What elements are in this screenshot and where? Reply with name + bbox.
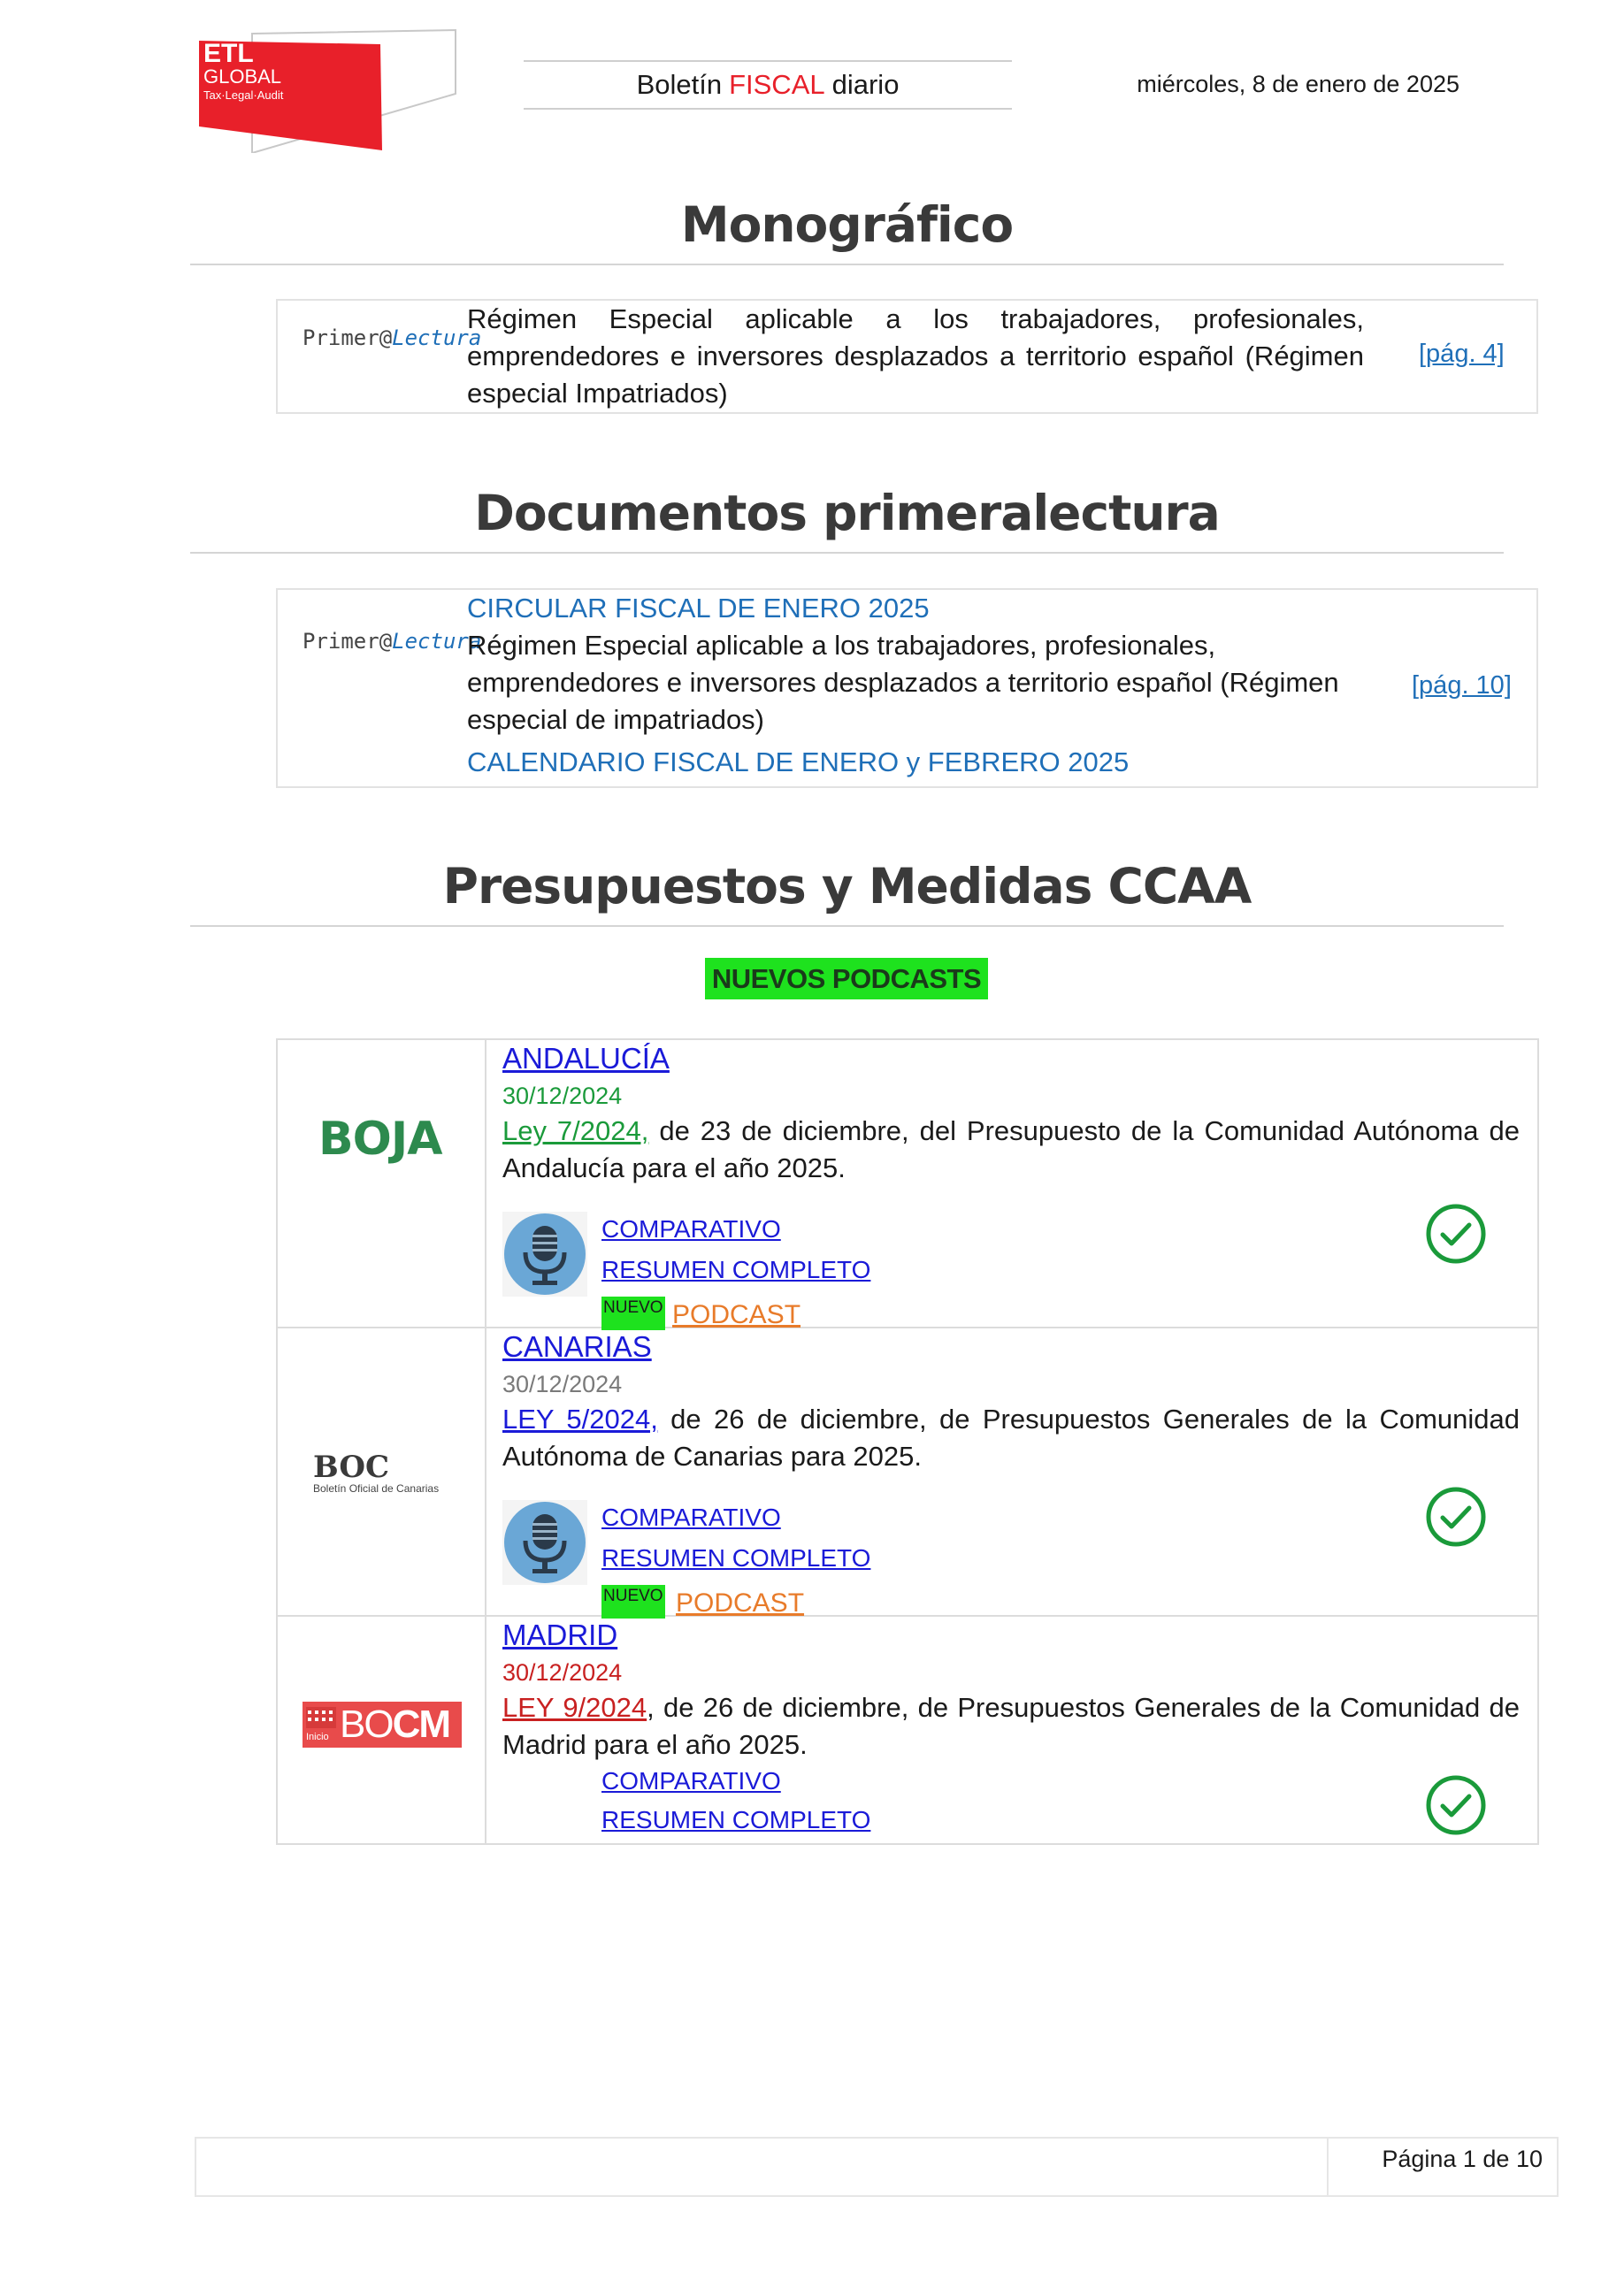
ley-link[interactable]: LEY 5/2024,: [502, 1404, 658, 1435]
bocm-wordmark-bo: BO: [340, 1703, 393, 1746]
ley-description: de 23 de diciembre, del Presupuesto de la Comunidad Autónoma de Andalucía para el año 2025.: [502, 1115, 1520, 1183]
logo-brand-etl: ETL: [203, 39, 254, 68]
ccaa-table: [276, 1038, 1539, 1845]
madrid-flag-icon: [306, 1707, 336, 1728]
region-date: 30/12/2024: [502, 1659, 623, 1686]
nuevo-badge: NUEVO: [601, 1297, 665, 1330]
logo-part-lectura: Lectura: [392, 325, 482, 350]
comparativo-link[interactable]: COMPARATIVO: [601, 1215, 781, 1243]
primer-lectura-logo: [303, 325, 481, 350]
section-divider: [190, 264, 1504, 265]
check-circle-icon: [1425, 1486, 1487, 1548]
boc-logo-cell: [278, 1328, 486, 1615]
bulletin-date: miércoles, 8 de enero de 2025: [1137, 71, 1459, 97]
table-row-madrid: [278, 1617, 1537, 1843]
bulletin-title-part2: diario: [831, 69, 900, 100]
calendario-title-link[interactable]: CALENDARIO FISCAL DE ENERO y FEBRERO 2025: [467, 746, 1130, 777]
region-description: [502, 1689, 1520, 1764]
page-footer: [195, 2137, 1559, 2197]
table-row-canarias: [278, 1328, 1537, 1617]
circular-title-link[interactable]: CIRCULAR FISCAL DE ENERO 2025: [467, 593, 930, 624]
region-description: [502, 1401, 1520, 1475]
microphone-icon: [502, 1212, 587, 1297]
page-number: Página 1 de 10: [1382, 2146, 1543, 2172]
bocm-logo: [303, 1702, 462, 1748]
etl-global-logo: [195, 25, 460, 153]
region-date: 30/12/2024: [502, 1083, 623, 1109]
svg-text:Tax·Legal·Audit: Tax·Legal·Audit: [203, 88, 284, 102]
ley-description: , de 26 de diciembre, de Presupuestos Generales de la Comunidad de Madrid para el año 2025.: [502, 1692, 1520, 1760]
section-heading-documentos: Documentos primeralectura: [474, 485, 1220, 541]
primer-lectura-logo: [303, 629, 481, 654]
region-date: 30/12/2024: [502, 1371, 623, 1397]
logo-part-lectura: Lectura: [392, 629, 482, 654]
bocm-inicio-label: Inicio: [306, 1732, 329, 1742]
bocm-wordmark-cm: CM: [392, 1703, 450, 1746]
boc-logo: [313, 1452, 439, 1495]
monografico-text: Régimen Especial aplicable a los trabajadores, profesionales, emprendedores e inversores desplazados a territorio español (Régimen especial Impatriados): [467, 303, 1364, 409]
podcast-link[interactable]: PODCAST: [672, 1300, 801, 1329]
nuevos-podcasts-badge: NUEVOS PODCASTS: [705, 958, 988, 999]
footer-divider: [1327, 2139, 1329, 2195]
bulletin-title: [524, 60, 1012, 110]
region-link-canarias[interactable]: CANARIAS: [502, 1330, 652, 1363]
logo-part-primer: Primer@: [303, 629, 393, 654]
ley-link[interactable]: Ley 7/2024,: [502, 1115, 649, 1146]
nuevo-badge: NUEVO: [601, 1585, 665, 1619]
check-circle-icon: [1425, 1203, 1487, 1265]
bocm-wordmark: [340, 1703, 449, 1746]
resumen-completo-link[interactable]: RESUMEN COMPLETO: [601, 1544, 871, 1572]
region-description: [502, 1113, 1520, 1187]
monografico-page-link[interactable]: [pág. 4]: [1419, 340, 1505, 368]
region-link-andalucia[interactable]: ANDALUCÍA: [502, 1042, 670, 1075]
documentos-box: [276, 588, 1538, 788]
bulletin-title-fiscal: FISCAL: [729, 69, 825, 100]
boja-logo-cell: [278, 1040, 486, 1327]
boc-logo-subtitle: Boletín Oficial de Canarias: [313, 1482, 440, 1495]
bocm-logo-cell: [278, 1617, 486, 1843]
comparativo-link[interactable]: COMPARATIVO: [601, 1504, 781, 1531]
documentos-text: Régimen Especial aplicable a los trabajadores, profesionales, emprendedores e inversores desplazados a territorio español (Régimen especial de impatriados): [467, 630, 1339, 735]
microphone-icon: [502, 1500, 587, 1585]
ley-description: de 26 de diciembre, de Presupuestos Generales de la Comunidad Autónoma de Canarias para 2025.: [502, 1404, 1521, 1472]
ley-link[interactable]: LEY 9/2024: [502, 1692, 647, 1723]
svg-text:GLOBAL: GLOBAL: [203, 65, 282, 88]
bulletin-title-part1: Boletín: [636, 69, 723, 100]
documentos-page-link[interactable]: [pág. 10]: [1412, 671, 1512, 700]
check-circle-icon: [1425, 1774, 1487, 1836]
logo-part-primer: Primer@: [303, 325, 393, 350]
monografico-box: [276, 299, 1538, 414]
podcast-link[interactable]: PODCAST: [676, 1588, 805, 1618]
section-divider: [190, 925, 1504, 927]
boja-logo: BOJA: [318, 1113, 442, 1166]
table-row-andalucia: [278, 1040, 1537, 1328]
resumen-completo-link[interactable]: RESUMEN COMPLETO: [601, 1806, 871, 1833]
region-link-madrid[interactable]: MADRID: [502, 1619, 618, 1651]
boc-logo-title: BOC: [313, 1450, 390, 1485]
comparativo-link[interactable]: COMPARATIVO: [601, 1767, 781, 1795]
section-divider: [190, 552, 1504, 554]
section-heading-presupuestos: Presupuestos y Medidas CCAA: [442, 858, 1252, 915]
resumen-completo-link[interactable]: RESUMEN COMPLETO: [601, 1256, 871, 1283]
section-heading-monografico: Monográfico: [680, 196, 1014, 253]
